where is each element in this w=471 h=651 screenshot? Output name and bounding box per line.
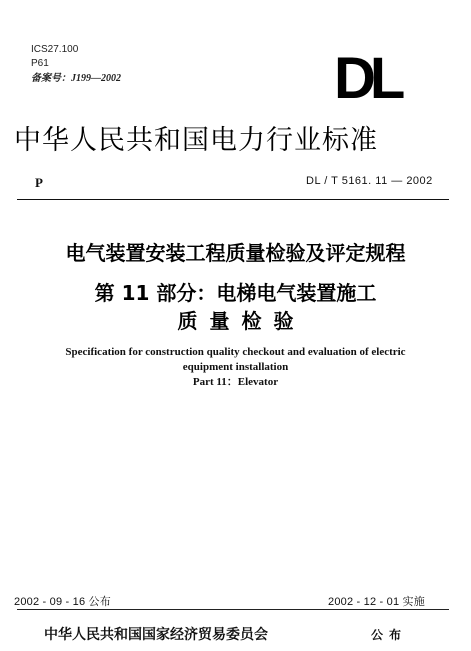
title-en-line1: Specification for construction quality checkout and evaluation of electric bbox=[65, 346, 406, 358]
title-en-line2: equipment installation bbox=[182, 361, 289, 373]
title-cn-line1: 电气装置安装工程质量检验及评定规程 bbox=[65, 241, 406, 265]
category-code: P61 bbox=[31, 58, 49, 69]
org-title: 中华人民共和国电力行业标准 bbox=[14, 125, 378, 156]
title-cn-line3: 质量检验 bbox=[177, 309, 306, 333]
publisher: 中华人民共和国国家经济贸易委员会 bbox=[44, 627, 268, 643]
issue-date: 2002 - 09 - 16 公布 bbox=[14, 596, 111, 608]
footer-divider bbox=[17, 609, 449, 610]
title-cn-line2: 第 11 部分：电梯电气装置施工 bbox=[94, 281, 377, 305]
publish-label: 公布 bbox=[371, 628, 408, 642]
header-divider bbox=[17, 199, 449, 200]
title-en-line3: Part 11：Elevator bbox=[192, 376, 279, 388]
standard-category: P bbox=[35, 175, 43, 190]
ics-code: ICS27.100 bbox=[31, 44, 79, 55]
filing-number: 备案号：J199—2002 bbox=[31, 73, 121, 84]
dl-logo: DL bbox=[334, 46, 400, 111]
effective-date: 2002 - 12 - 01 实施 bbox=[328, 596, 425, 608]
standard-number: DL / T 5161. 11 — 2002 bbox=[306, 175, 433, 187]
